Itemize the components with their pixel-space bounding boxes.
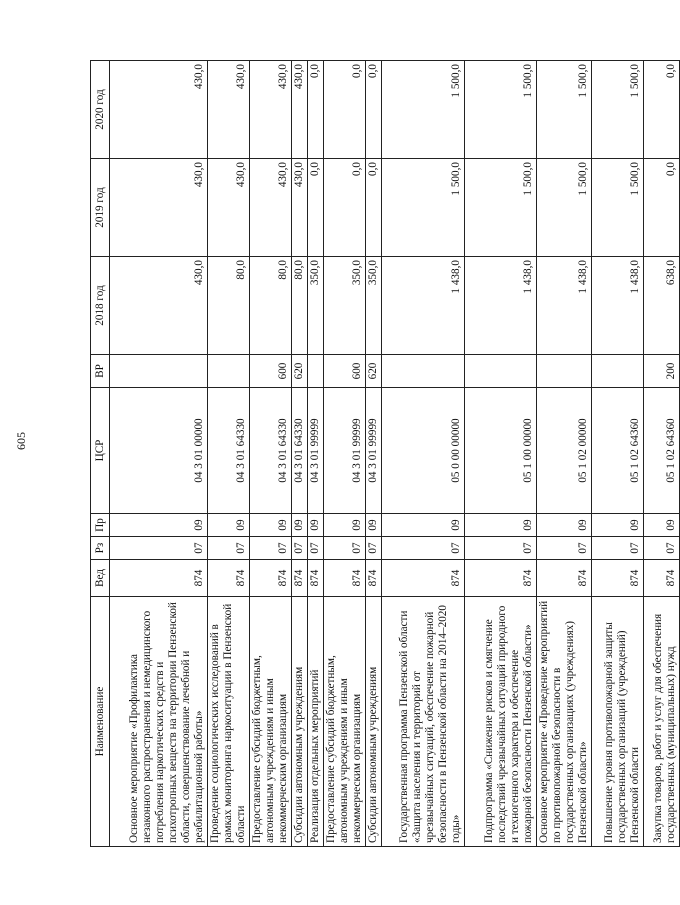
- cell-2019: 0,0: [308, 159, 324, 257]
- cell-rz: 07: [324, 537, 366, 560]
- cell-name: Повышение уровня противопожарной защиты государственных организаций (учреждений) Пензенской области: [592, 597, 644, 847]
- table-body: [110, 61, 680, 847]
- header-vr: ВР: [91, 355, 110, 388]
- cell-csr: 05 1 02 64360: [644, 388, 680, 514]
- cell-ved: 874: [250, 560, 292, 597]
- cell-pr: 09: [208, 514, 250, 537]
- cell-2019: 1 500,0: [465, 159, 537, 257]
- cell-2020: 430,0: [208, 61, 250, 159]
- cell-2019: 1 500,0: [592, 159, 644, 257]
- cell-pr: 09: [537, 514, 592, 537]
- header-2019: 2019 год: [91, 159, 110, 257]
- cell-ved: 874: [644, 560, 680, 597]
- cell-ved: 874: [208, 560, 250, 597]
- cell-vr: [308, 355, 324, 388]
- cell-pr: 09: [592, 514, 644, 537]
- cell-vr: [465, 355, 537, 388]
- cell-2020: 430,0: [110, 61, 208, 159]
- cell-csr: 04 3 01 99999: [366, 388, 382, 514]
- cell-name: Реализация отдельных мероприятий: [308, 597, 324, 847]
- cell-2020: 0,0: [366, 61, 382, 159]
- cell-2018: 430,0: [110, 257, 208, 355]
- cell-2020: 0,0: [324, 61, 366, 159]
- header-rz: Рз: [91, 537, 110, 560]
- cell-2020: 1 500,0: [592, 61, 644, 159]
- cell-2018: 350,0: [324, 257, 366, 355]
- cell-2020: 430,0: [292, 61, 308, 159]
- page-number: 605: [14, 432, 28, 450]
- cell-ved: 874: [110, 560, 208, 597]
- table-row: [465, 61, 537, 847]
- cell-pr: 09: [644, 514, 680, 537]
- cell-name: Государственная программа Пензенской области «Защита населения и территорий от чрезвычайных ситуаций, обеспечение пожарной безопасности в Пензенской области на 2014–2020 годы»: [382, 597, 465, 847]
- cell-vr: [208, 355, 250, 388]
- cell-2019: 1 500,0: [537, 159, 592, 257]
- cell-csr: 04 3 01 64330: [292, 388, 308, 514]
- cell-vr: [110, 355, 208, 388]
- cell-csr: 04 3 01 00000: [110, 388, 208, 514]
- cell-name: Предоставление субсидий бюджетным, автономным учреждениям и иным некоммерческим организациям: [324, 597, 366, 847]
- cell-ved: 874: [537, 560, 592, 597]
- cell-2019: 430,0: [208, 159, 250, 257]
- cell-vr: 200: [644, 355, 680, 388]
- cell-2020: 1 500,0: [465, 61, 537, 159]
- cell-name: Субсидии автономным учреждениям: [292, 597, 308, 847]
- cell-name: Субсидии автономным учреждениям: [366, 597, 382, 847]
- cell-2018: 80,0: [250, 257, 292, 355]
- cell-rz: 07: [537, 537, 592, 560]
- cell-ved: 874: [366, 560, 382, 597]
- cell-2018: 350,0: [366, 257, 382, 355]
- cell-rz: 07: [208, 537, 250, 560]
- cell-2019: 430,0: [292, 159, 308, 257]
- cell-2020: 0,0: [644, 61, 680, 159]
- cell-2019: 0,0: [644, 159, 680, 257]
- rotated-page-content: [90, 62, 677, 847]
- table-row: [292, 61, 308, 847]
- cell-pr: 09: [324, 514, 366, 537]
- cell-ved: 874: [292, 560, 308, 597]
- cell-ved: 874: [465, 560, 537, 597]
- cell-2020: 0,0: [308, 61, 324, 159]
- cell-csr: 04 3 01 99999: [324, 388, 366, 514]
- cell-2019: 430,0: [250, 159, 292, 257]
- cell-2019: 0,0: [324, 159, 366, 257]
- cell-2018: 1 438,0: [382, 257, 465, 355]
- cell-2020: 430,0: [250, 61, 292, 159]
- cell-2020: 1 500,0: [382, 61, 465, 159]
- cell-rz: 07: [592, 537, 644, 560]
- cell-rz: 07: [308, 537, 324, 560]
- cell-ved: 874: [382, 560, 465, 597]
- cell-pr: 09: [465, 514, 537, 537]
- cell-vr: 620: [292, 355, 308, 388]
- cell-csr: 05 0 00 00000: [382, 388, 465, 514]
- cell-pr: 09: [366, 514, 382, 537]
- cell-pr: 09: [110, 514, 208, 537]
- cell-csr: 04 3 01 99999: [308, 388, 324, 514]
- cell-rz: 07: [382, 537, 465, 560]
- cell-name: Закупка товаров, работ и услуг для обеспечения государственных (муниципальных) нужд: [644, 597, 680, 847]
- table-row: [324, 61, 366, 847]
- table-row: [382, 61, 465, 847]
- cell-name: Подпрограмма «Снижение рисков и смягчение последствий чрезвычайных ситуаций природного и техногенного характера и обеспечение пожарной безопасности Пензенской области»: [465, 597, 537, 847]
- cell-vr: [537, 355, 592, 388]
- cell-pr: 09: [308, 514, 324, 537]
- cell-vr: 600: [324, 355, 366, 388]
- budget-table: [90, 60, 680, 847]
- table-row: [366, 61, 382, 847]
- header-2020: 2020 год: [91, 61, 110, 159]
- cell-2018: 80,0: [292, 257, 308, 355]
- table-row: [592, 61, 644, 847]
- cell-ved: 874: [308, 560, 324, 597]
- cell-rz: 07: [644, 537, 680, 560]
- cell-name: Основное мероприятие «Профилактика незаконного распространения и немедицинского потребления наркотических средств и психотропных веществ на территории Пензенской области, совершенствование лечебной и реабилитационной работы»: [110, 597, 208, 847]
- table-row: [110, 61, 208, 847]
- cell-pr: 09: [250, 514, 292, 537]
- table-header-row: [91, 61, 110, 847]
- cell-csr: 04 3 01 64330: [250, 388, 292, 514]
- cell-vr: 600: [250, 355, 292, 388]
- cell-2018: 1 438,0: [592, 257, 644, 355]
- table-row: [644, 61, 680, 847]
- cell-vr: [592, 355, 644, 388]
- cell-rz: 07: [366, 537, 382, 560]
- cell-2019: 1 500,0: [382, 159, 465, 257]
- cell-2019: 430,0: [110, 159, 208, 257]
- cell-rz: 07: [292, 537, 308, 560]
- cell-2018: 638,0: [644, 257, 680, 355]
- cell-pr: 09: [382, 514, 465, 537]
- table-row: [308, 61, 324, 847]
- header-pr: Пр: [91, 514, 110, 537]
- cell-name: Проведение социологических исследований в рамках мониторинга наркоситуации в Пензенской области: [208, 597, 250, 847]
- cell-ved: 874: [324, 560, 366, 597]
- table-row: [250, 61, 292, 847]
- cell-csr: 05 1 00 00000: [465, 388, 537, 514]
- header-2018: 2018 год: [91, 257, 110, 355]
- header-ved: Вед: [91, 560, 110, 597]
- cell-vr: 620: [366, 355, 382, 388]
- cell-vr: [382, 355, 465, 388]
- cell-csr: 05 1 02 64360: [592, 388, 644, 514]
- cell-pr: 09: [292, 514, 308, 537]
- table-row: [208, 61, 250, 847]
- cell-name: Основное мероприятие «Проведение мероприятий по противопожарной безопасности в государственных организациях (учреждениях) Пензенской области»: [537, 597, 592, 847]
- cell-rz: 07: [110, 537, 208, 560]
- cell-2018: 1 438,0: [465, 257, 537, 355]
- cell-rz: 07: [465, 537, 537, 560]
- cell-2020: 1 500,0: [537, 61, 592, 159]
- cell-ved: 874: [592, 560, 644, 597]
- header-csr: ЦСР: [91, 388, 110, 514]
- cell-2018: 1 438,0: [537, 257, 592, 355]
- header-name: Наименование: [91, 597, 110, 847]
- table-row: [537, 61, 592, 847]
- cell-csr: 05 1 02 00000: [537, 388, 592, 514]
- cell-csr: 04 3 01 64330: [208, 388, 250, 514]
- cell-name: Предоставление субсидий бюджетным, автономным учреждениям и иным некоммерческим организациям: [250, 597, 292, 847]
- cell-2018: 80,0: [208, 257, 250, 355]
- cell-rz: 07: [250, 537, 292, 560]
- cell-2018: 350,0: [308, 257, 324, 355]
- cell-2019: 0,0: [366, 159, 382, 257]
